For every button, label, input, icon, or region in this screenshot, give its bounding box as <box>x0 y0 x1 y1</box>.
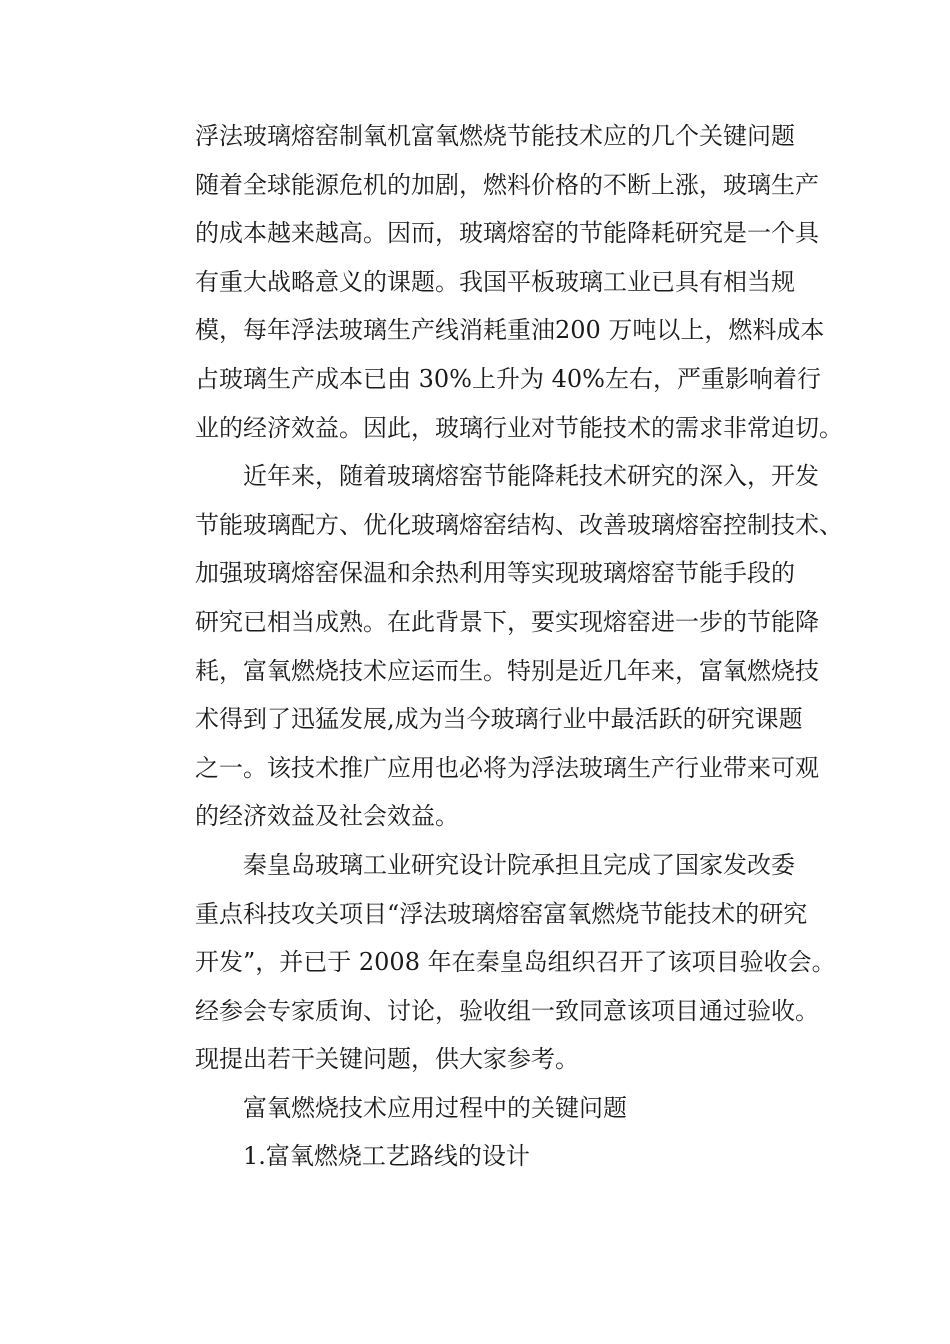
paragraph-1 <box>195 161 843 453</box>
paragraph-3-line: 秦皇岛玻璃工业研究设计院承担且完成了国家发改委 <box>243 850 795 879</box>
paragraph-2-line: 研究已相当成熟。在此背景下，要实现熔窑进一步的节能降 <box>195 607 819 636</box>
paragraph-1-line: 模，每年浮法玻璃生产线消耗重油200 万吨以上，燃料成本 <box>195 316 825 345</box>
paragraph-1-line: 占玻璃生产成本已由 30%上升为 40%左右，严重影响着行 <box>195 364 821 393</box>
paragraph-2-line: 近年来，随着玻璃熔窑节能降耗技术研究的深入，开发 <box>243 462 819 491</box>
paragraph-2-line: 术得到了迅猛发展,成为当今玻璃行业中最活跃的研究课题 <box>195 705 803 734</box>
document-title: 浮法玻璃熔窑制氧机富氧燃烧节能技术应的几个关键问题 <box>195 122 795 150</box>
paragraph-3 <box>195 841 836 1084</box>
paragraph-1-line: 的成本越来越高。因而，玻璃熔窑的节能降耗研究是一个具 <box>195 219 819 248</box>
paragraph-2 <box>195 452 843 841</box>
paragraph-3-line: 开发”，并已于 2008 年在秦皇岛组织召开了该项目验收会。 <box>195 948 836 977</box>
paragraph-3-line: 经参会专家质询、讨论，验收组一致同意该项目通过验收。 <box>195 996 819 1025</box>
paragraph-2-line: 之一。该技术推广应用也必将为浮法玻璃生产行业带来可观 <box>195 753 819 782</box>
paragraph-1-line: 随着全球能源危机的加剧，燃料价格的不断上涨，玻璃生产 <box>195 170 819 199</box>
paragraph-2-line: 节能玻璃配方、优化玻璃熔窑结构、改善玻璃熔窑控制技术、 <box>195 510 843 539</box>
paragraph-2-line: 耗，富氧燃烧技术应运而生。特别是近几年来，富氧燃烧技 <box>195 656 819 685</box>
subsection-heading: 1.富氧燃烧工艺路线的设计 <box>243 1142 530 1171</box>
paragraph-2-line: 的经济效益及社会效益。 <box>195 802 459 831</box>
document-body <box>195 112 843 1181</box>
paragraph-3-line: 现提出若干关键问题，供大家参考。 <box>195 1045 579 1074</box>
section-heading: 富氧燃烧技术应用过程中的关键问题 <box>243 1093 627 1122</box>
paragraph-1-line: 业的经济效益。因此，玻璃行业对节能技术的需求非常迫切。 <box>195 413 843 442</box>
paragraph-2-line: 加强玻璃熔窑保温和余热利用等实现玻璃熔窑节能手段的 <box>195 559 795 588</box>
paragraph-3-line: 重点科技攻关项目“浮法玻璃熔窑富氧燃烧节能技术的研究 <box>195 899 808 928</box>
paragraph-1-line: 有重大战略意义的课题。我国平板玻璃工业已具有相当规 <box>195 267 795 296</box>
